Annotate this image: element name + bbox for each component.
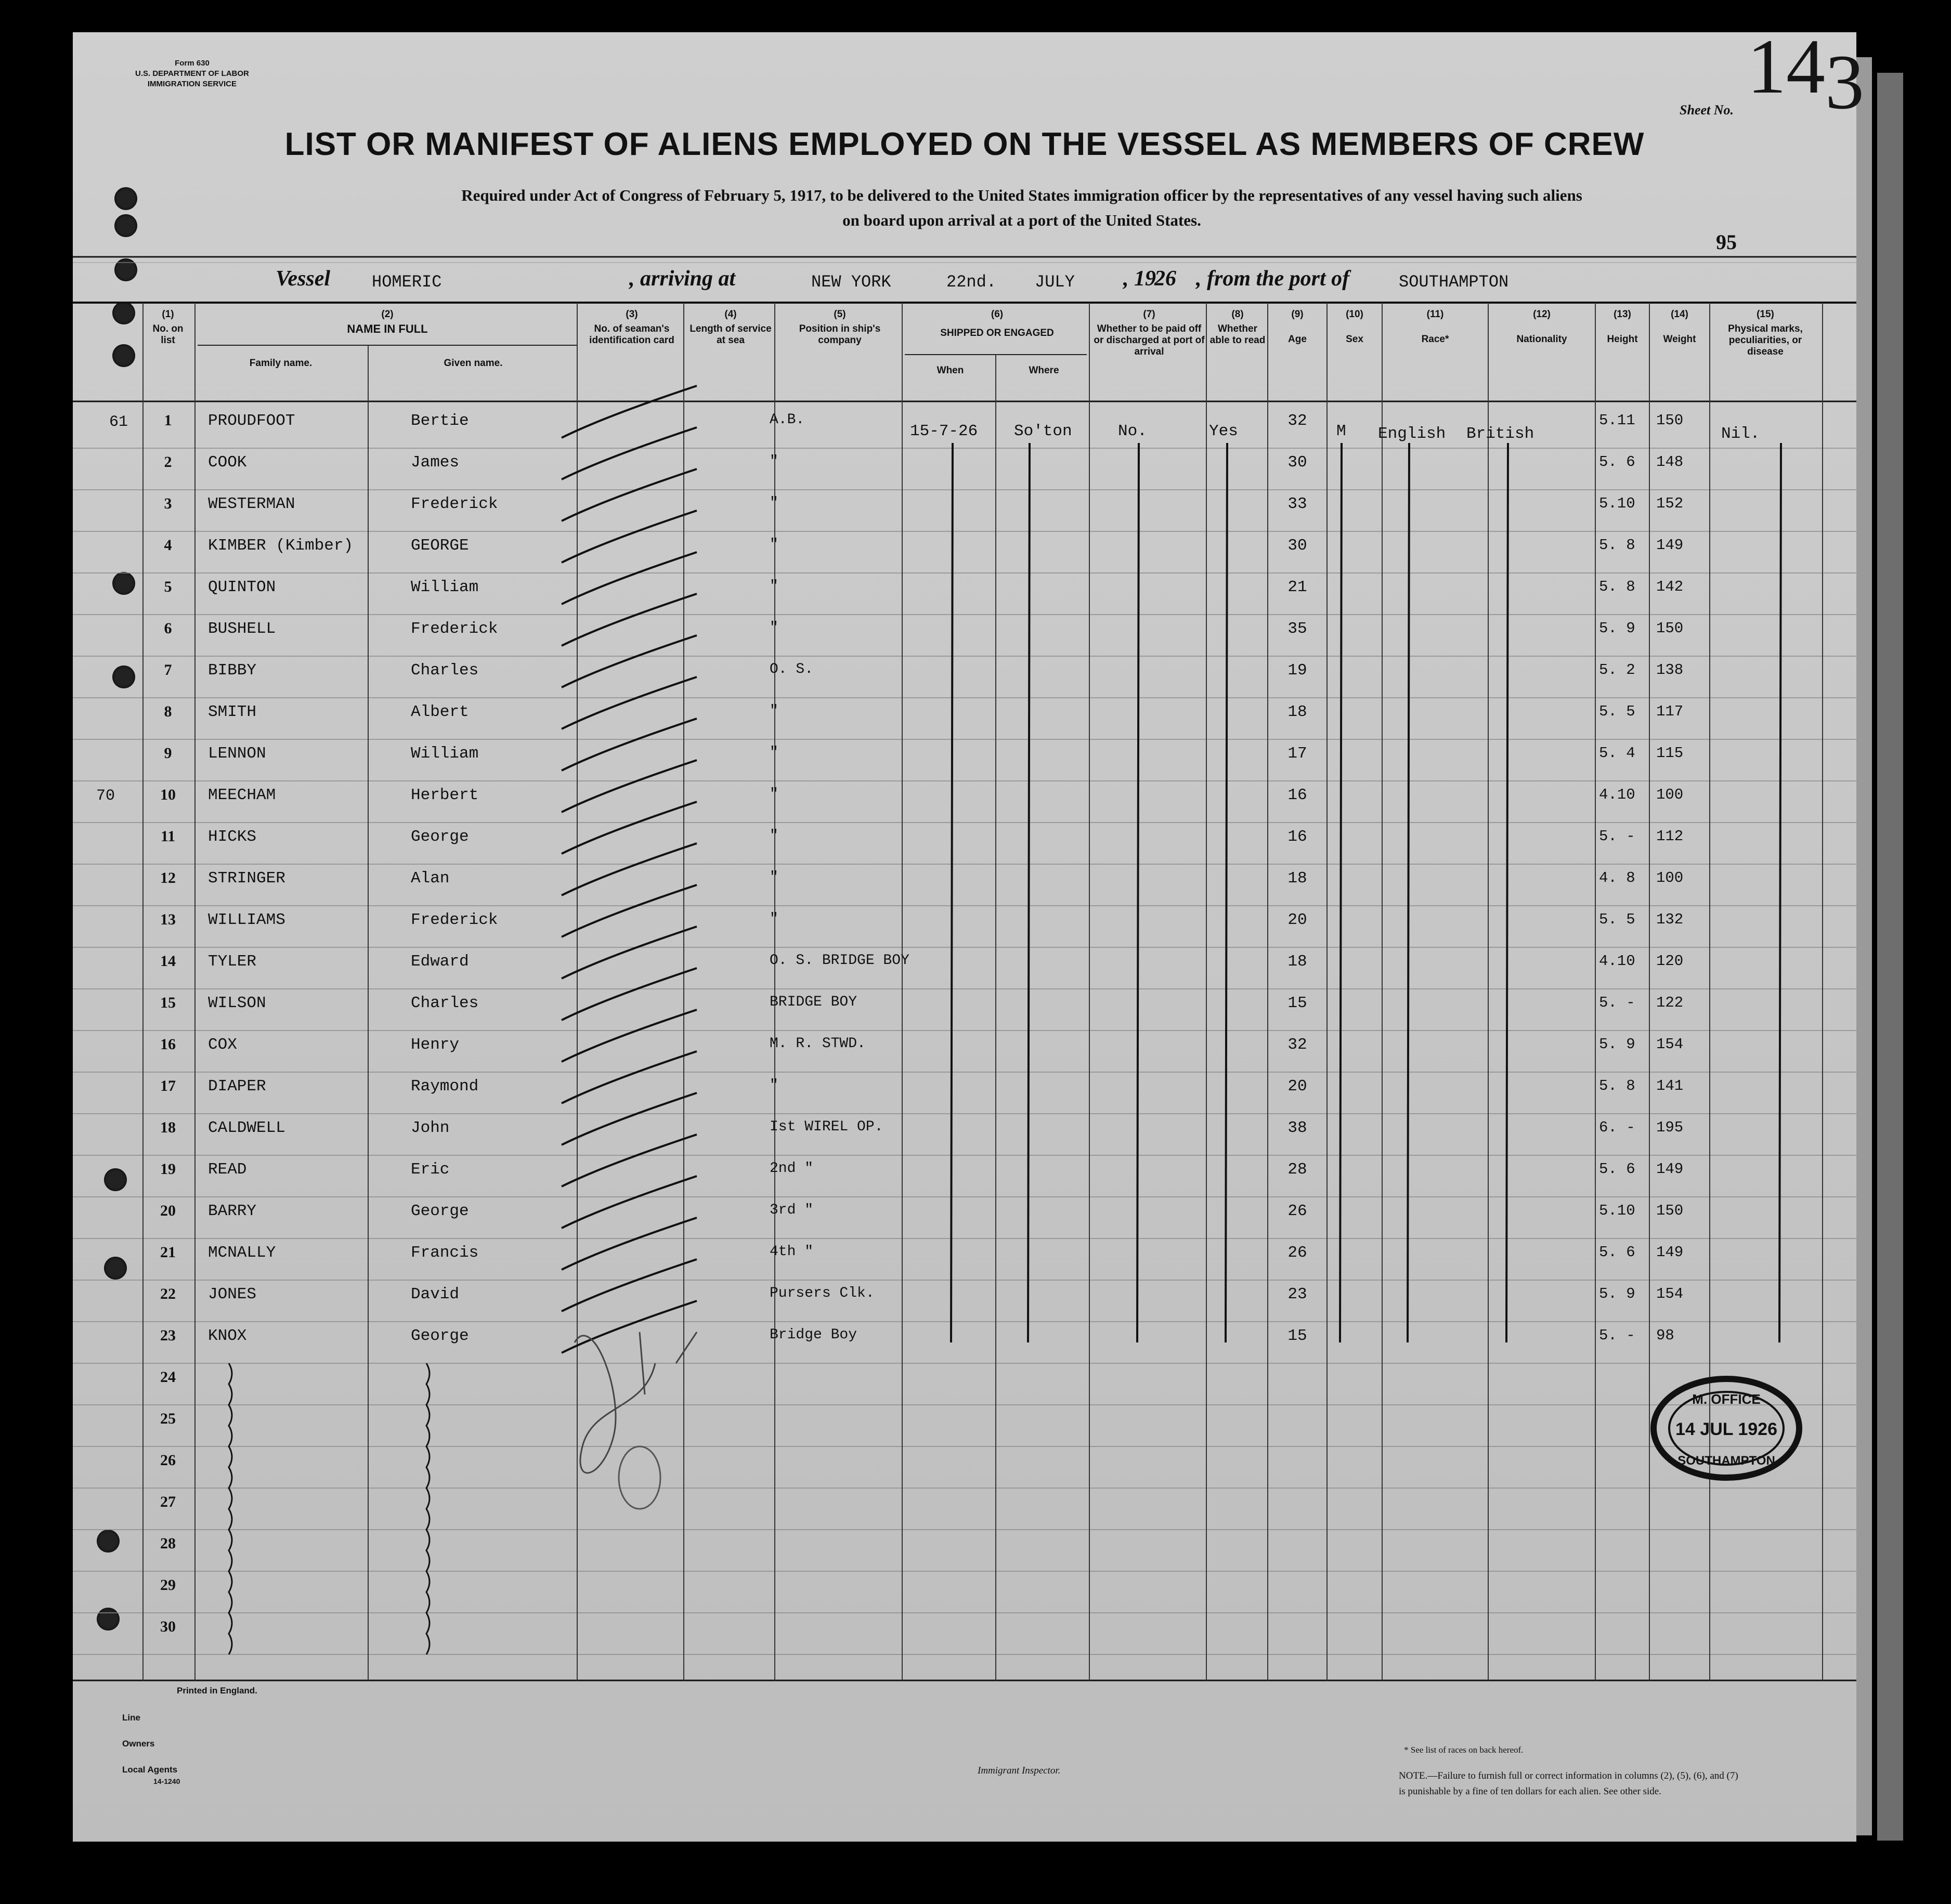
height: 5. 2 <box>1599 661 1635 679</box>
weight: 142 <box>1656 578 1684 595</box>
col6-number: (6) <box>991 309 1004 320</box>
race: English <box>1378 425 1446 443</box>
weight: 141 <box>1656 1077 1684 1094</box>
weight: 138 <box>1656 661 1684 679</box>
age: 15 <box>1287 1327 1307 1345</box>
vessel-name: HOMERIC <box>372 272 442 292</box>
col14-header: Weight <box>1663 334 1696 345</box>
id-card-slash <box>562 1259 697 1311</box>
row-number: 27 <box>160 1493 176 1510</box>
row-number: 4 <box>164 537 172 554</box>
local-agents-label: Local Agents <box>122 1765 178 1775</box>
form-number: Form 630 <box>175 59 210 68</box>
underlying-page-edge-dark <box>1877 73 1903 1841</box>
family-name: CALDWELL <box>208 1119 285 1137</box>
subtitle-line-1: Required under Act of Congress of February 5, 1917, to be delivered to the United States immigration officer by the representatives of any vessel having such aliens <box>461 186 1582 204</box>
given-name: Charles <box>411 661 479 680</box>
ditto-stroke <box>1506 443 1508 1342</box>
nationality: British <box>1466 425 1534 443</box>
ship-position: " <box>770 911 778 927</box>
printed-in-england: Printed in England. <box>177 1686 257 1696</box>
row-number: 3 <box>164 495 172 512</box>
id-card-slash-marks <box>562 386 697 1353</box>
family-name: BIBBY <box>208 661 257 680</box>
given-name: George <box>411 828 469 846</box>
id-card-slash <box>562 635 697 687</box>
height: 4.10 <box>1599 953 1635 970</box>
year-suffix: 26 <box>1154 267 1176 291</box>
departure-port: SOUTHAMPTON <box>1399 272 1509 292</box>
col13-number: (13) <box>1614 309 1631 320</box>
id-card-slash <box>562 594 697 646</box>
col9-header: Age <box>1288 334 1307 345</box>
inspector-signature <box>575 1332 697 1473</box>
col3-number: (3) <box>626 309 638 320</box>
ditto-stroke <box>1340 443 1342 1342</box>
blank-row-squiggle <box>426 1363 430 1654</box>
inspector-initial-circle <box>619 1446 660 1509</box>
family-name: DIAPER <box>208 1077 266 1096</box>
age: 18 <box>1287 953 1307 971</box>
height: 5. 9 <box>1599 1285 1635 1302</box>
height: 5. 9 <box>1599 620 1635 637</box>
ship-position: " <box>770 703 778 719</box>
height: 4.10 <box>1599 786 1635 803</box>
ship-position: 2nd " <box>770 1160 814 1177</box>
row-number: 23 <box>160 1327 176 1344</box>
row-number: 13 <box>160 911 176 928</box>
weight: 120 <box>1656 953 1684 970</box>
arrival-port: NEW YORK <box>811 272 891 292</box>
given-name: Edward <box>411 953 469 971</box>
family-name: WESTERMAN <box>208 495 295 513</box>
family-name: MCNALLY <box>208 1244 276 1262</box>
races-footnote: * See list of races on back hereof. <box>1404 1745 1524 1755</box>
given-name: Herbert <box>411 786 479 804</box>
family-name: SMITH <box>208 703 257 721</box>
column-rules <box>143 303 1823 1680</box>
weight: 98 <box>1656 1327 1674 1344</box>
weight: 100 <box>1656 786 1684 803</box>
age: 20 <box>1287 911 1307 929</box>
age: 38 <box>1287 1119 1307 1137</box>
id-card-slash <box>562 760 697 812</box>
id-card-slash <box>562 677 697 729</box>
id-card-slash <box>562 1134 697 1186</box>
id-card-slash <box>562 1218 697 1270</box>
given-name: Bertie <box>411 412 469 430</box>
family-name: BARRY <box>208 1202 257 1220</box>
line-label: Line <box>122 1713 140 1723</box>
id-card-slash <box>562 927 697 979</box>
ditto-stroke <box>1779 443 1781 1342</box>
ship-position: O. S. BRIDGE BOY <box>770 953 909 969</box>
sheet-number-handwritten-2: 3 <box>1825 39 1864 125</box>
row-number: 17 <box>160 1077 176 1094</box>
col2b-header: Given name. <box>444 358 503 369</box>
ship-position: " <box>770 453 778 470</box>
row-number: 5 <box>164 578 172 595</box>
row-number: 14 <box>160 953 176 970</box>
ditto-stroke <box>1408 443 1409 1342</box>
given-name: Frederick <box>411 495 498 513</box>
id-card-slash <box>562 1051 697 1103</box>
col15-header: Physical marks, peculiarities, or disease <box>1728 323 1803 357</box>
row-number: 29 <box>160 1576 176 1594</box>
family-name: MEECHAM <box>208 786 276 804</box>
given-name: William <box>411 578 479 596</box>
ruled-grid <box>73 32 1856 1842</box>
height: 5. 4 <box>1599 745 1635 762</box>
col4-number: (4) <box>724 309 737 320</box>
subtitle-line-2: on board upon arrival at a port of the United States. <box>842 211 1201 229</box>
able-to-read: Yes <box>1209 422 1238 440</box>
col12-header: Nationality <box>1516 334 1567 345</box>
height: 5. 9 <box>1599 1036 1635 1053</box>
ship-position: BRIDGE BOY <box>770 994 857 1010</box>
ship-position: " <box>770 495 778 511</box>
height: 5.10 <box>1599 1202 1635 1219</box>
weight: 152 <box>1656 495 1684 512</box>
age: 18 <box>1287 869 1307 888</box>
row-number: 25 <box>160 1410 176 1427</box>
family-name: KIMBER (Kimber) <box>208 537 354 555</box>
family-name: READ <box>208 1160 247 1179</box>
family-name: QUINTON <box>208 578 276 596</box>
arriving-label: , arriving at <box>629 267 736 291</box>
col10-header: Sex <box>1346 334 1363 345</box>
row-number: 11 <box>160 828 176 845</box>
age: 32 <box>1287 1036 1307 1054</box>
shipped-when: 15-7-26 <box>910 422 978 440</box>
col1-number: (1) <box>162 309 174 320</box>
physical-marks: Nil. <box>1721 425 1760 443</box>
weight: 150 <box>1656 1202 1684 1219</box>
col2a-header: Family name. <box>249 358 313 369</box>
ship-position: " <box>770 828 778 844</box>
row-number: 9 <box>164 745 172 762</box>
col8-header: Whether able to read <box>1209 323 1266 346</box>
stamp-top-text: M. OFFICE <box>1692 1391 1761 1407</box>
arrival-month: JULY <box>1035 272 1075 292</box>
row-number: 24 <box>160 1368 176 1386</box>
weight: 132 <box>1656 911 1684 928</box>
given-name: Henry <box>411 1036 460 1054</box>
height: 5. - <box>1599 1327 1635 1344</box>
row-number: 18 <box>160 1119 176 1136</box>
weight: 117 <box>1656 703 1684 720</box>
height: 5. 8 <box>1599 537 1635 554</box>
row-number: 8 <box>164 703 172 720</box>
family-name: WILLIAMS <box>208 911 285 929</box>
height: 4. 8 <box>1599 869 1635 886</box>
owners-label: Owners <box>122 1739 155 1749</box>
manifest-sheet <box>73 23 1864 1842</box>
form-service: IMMIGRATION SERVICE <box>147 80 237 88</box>
family-name: BUSHELL <box>208 620 276 638</box>
col15-number: (15) <box>1757 309 1774 320</box>
age: 17 <box>1287 745 1307 763</box>
col5-number: (5) <box>834 309 846 320</box>
ship-position: O. S. <box>770 661 814 677</box>
weight: 115 <box>1656 745 1684 762</box>
given-name: George <box>411 1327 469 1345</box>
col11-header: Race* <box>1421 334 1449 345</box>
id-card-slash <box>562 843 697 895</box>
id-card-slash <box>562 1176 697 1228</box>
ship-position: " <box>770 1077 778 1093</box>
weight: 149 <box>1656 1244 1684 1261</box>
vessel-label: Vessel <box>276 267 330 291</box>
stamp-date: 14 JUL 1926 <box>1675 1419 1777 1439</box>
penalty-note-line-1: NOTE.—Failure to furnish full or correct information in columns (2), (5), (6), and (7) <box>1399 1770 1738 1781</box>
col11-number: (11) <box>1426 309 1444 320</box>
given-name: Eric <box>411 1160 450 1179</box>
ship-position: " <box>770 745 778 761</box>
height: 5. 5 <box>1599 703 1635 720</box>
age: 26 <box>1287 1202 1307 1220</box>
col10-number: (10) <box>1346 309 1363 320</box>
given-name: Francis <box>411 1244 479 1262</box>
family-name: COX <box>208 1036 237 1054</box>
weight: 148 <box>1656 453 1684 471</box>
given-name: James <box>411 453 460 472</box>
row-rules <box>73 448 1856 1654</box>
year-prefix: , 19 <box>1123 267 1156 291</box>
ship-position: 3rd " <box>770 1202 814 1218</box>
id-card-slash <box>562 469 697 521</box>
row-number: 21 <box>160 1244 176 1261</box>
ship-position: Ist WIREL OP. <box>770 1119 883 1135</box>
shipped-where: So'ton <box>1014 422 1072 440</box>
immigrant-inspector-label: Immigrant Inspector. <box>978 1765 1061 1776</box>
margin-count-70: 70 <box>96 787 115 805</box>
sex: M <box>1336 422 1346 440</box>
row-number: 28 <box>160 1535 176 1552</box>
given-name: David <box>411 1285 460 1303</box>
given-name: Raymond <box>411 1077 479 1096</box>
family-name: TYLER <box>208 953 257 971</box>
from-port-label: , from the port of <box>1196 267 1350 291</box>
page-number: 95 <box>1716 230 1737 254</box>
col9-number: (9) <box>1291 309 1304 320</box>
id-card-slash <box>562 552 697 604</box>
col3-header: No. of seaman's identification card <box>589 323 674 346</box>
family-name: LENNON <box>208 745 266 763</box>
ship-position: " <box>770 537 778 553</box>
id-card-slash <box>562 511 697 563</box>
family-name: PROUDFOOT <box>208 412 295 430</box>
row-number: 6 <box>164 620 172 637</box>
ship-position: " <box>770 578 778 594</box>
age: 21 <box>1287 578 1307 596</box>
age: 35 <box>1287 620 1307 638</box>
row-number: 26 <box>160 1452 176 1469</box>
id-card-slash <box>562 386 697 438</box>
id-card-slash <box>562 885 697 937</box>
id-card-slash <box>562 1301 697 1353</box>
height: 5.11 <box>1599 412 1635 429</box>
col2-header: NAME IN FULL <box>347 322 428 335</box>
family-name: WILSON <box>208 994 266 1012</box>
age: 26 <box>1287 1244 1307 1262</box>
blank-row-squiggle <box>229 1363 232 1654</box>
given-name: Alan <box>411 869 450 888</box>
age: 30 <box>1287 453 1307 472</box>
paid-off: No. <box>1118 422 1147 440</box>
row-number: 2 <box>164 453 172 471</box>
row-number: 12 <box>160 869 176 886</box>
height: 5. 6 <box>1599 1244 1635 1261</box>
age: 19 <box>1287 661 1307 680</box>
arrival-day: 22nd. <box>946 272 997 292</box>
given-name: Frederick <box>411 911 498 929</box>
id-card-slash <box>562 1093 697 1145</box>
height: 5. 5 <box>1599 911 1635 928</box>
age: 30 <box>1287 537 1307 555</box>
age: 16 <box>1287 786 1307 804</box>
col2-number: (2) <box>381 309 394 320</box>
height: 5. - <box>1599 828 1635 845</box>
ship-position: 4th " <box>770 1244 814 1260</box>
col12-number: (12) <box>1533 309 1551 320</box>
form-department: U.S. DEPARTMENT OF LABOR <box>135 69 249 78</box>
row-number: 16 <box>160 1036 176 1053</box>
weight: 149 <box>1656 537 1684 554</box>
given-name: Frederick <box>411 620 498 638</box>
col14-number: (14) <box>1671 309 1688 320</box>
given-name: GEORGE <box>411 537 469 555</box>
row-number: 7 <box>164 661 172 679</box>
weight: 122 <box>1656 994 1684 1011</box>
penalty-note-line-2: is punishable by a fine of ten dollars for each alien. See other side. <box>1399 1786 1661 1797</box>
age: 20 <box>1287 1077 1307 1096</box>
ship-position: " <box>770 786 778 802</box>
sheet-number-handwritten: 14 <box>1747 23 1825 110</box>
weight: 195 <box>1656 1119 1684 1136</box>
row-number: 22 <box>160 1285 176 1302</box>
height: 5. - <box>1599 994 1635 1011</box>
ditto-stroke <box>1137 443 1139 1342</box>
family-name: KNOX <box>208 1327 247 1345</box>
id-card-slash <box>562 1010 697 1062</box>
age: 18 <box>1287 703 1307 721</box>
col13-header: Height <box>1607 334 1638 345</box>
row-number: 20 <box>160 1202 176 1219</box>
given-name: William <box>411 745 479 763</box>
row-number: 10 <box>160 786 176 803</box>
margin-count-61: 61 <box>109 413 128 431</box>
col6a-header: When <box>937 365 964 376</box>
height: 5. 6 <box>1599 453 1635 471</box>
age: 32 <box>1287 412 1307 430</box>
ship-position: Bridge Boy <box>770 1327 857 1343</box>
ship-position: M. R. STWD. <box>770 1036 866 1052</box>
col7-header: Whether to be paid off or discharged at port of arrival <box>1094 323 1205 357</box>
row-number: 19 <box>160 1160 176 1178</box>
weight: 149 <box>1656 1160 1684 1178</box>
height: 5. 8 <box>1599 1077 1635 1094</box>
age: 15 <box>1287 994 1307 1012</box>
family-name: COOK <box>208 453 247 472</box>
ship-position: A.B. <box>770 412 805 428</box>
age: 33 <box>1287 495 1307 513</box>
page-title: LIST OR MANIFEST OF ALIENS EMPLOYED ON THE VESSEL AS MEMBERS OF CREW <box>284 126 1645 162</box>
col7-number: (7) <box>1143 309 1155 320</box>
col1-header: No. on list <box>152 323 184 346</box>
blank-row-squiggles <box>229 1363 430 1654</box>
height: 5. 6 <box>1599 1160 1635 1178</box>
height: 6. - <box>1599 1119 1635 1136</box>
col6-header: SHIPPED OR ENGAGED <box>940 328 1054 338</box>
weight: 150 <box>1656 620 1684 637</box>
stamp-bottom-text: SOUTHAMPTON <box>1677 1454 1775 1468</box>
ditto-stroke <box>1028 443 1030 1342</box>
given-name: John <box>411 1119 450 1137</box>
ship-position: Pursers Clk. <box>770 1285 875 1301</box>
weight: 112 <box>1656 828 1684 845</box>
id-card-slash <box>562 427 697 479</box>
ditto-stroke <box>951 443 953 1342</box>
family-name: HICKS <box>208 828 257 846</box>
height: 5. 8 <box>1599 578 1635 595</box>
weight: 154 <box>1656 1285 1684 1302</box>
id-card-slash <box>562 802 697 854</box>
weight: 100 <box>1656 869 1684 886</box>
ditto-stroke <box>1226 443 1227 1342</box>
form-code: 14-1240 <box>153 1777 180 1785</box>
id-card-slash <box>562 719 697 771</box>
weight: 154 <box>1656 1036 1684 1053</box>
row-number: 1 <box>164 412 172 429</box>
weight: 150 <box>1656 412 1684 429</box>
height: 5.10 <box>1599 495 1635 512</box>
family-name: JONES <box>208 1285 257 1303</box>
age: 28 <box>1287 1160 1307 1179</box>
sheet-label: Sheet No. <box>1680 102 1734 118</box>
id-card-slash <box>562 968 697 1020</box>
given-name: George <box>411 1202 469 1220</box>
col5-header: Position in ship's company <box>799 323 881 346</box>
age: 16 <box>1287 828 1307 846</box>
given-name: Charles <box>411 994 479 1012</box>
southampton-office-stamp <box>1648 1374 1804 1483</box>
family-name: STRINGER <box>208 869 285 888</box>
given-name: Albert <box>411 703 469 721</box>
col4-header: Length of service at sea <box>690 323 772 346</box>
ship-position: " <box>770 620 778 636</box>
col8-number: (8) <box>1231 309 1244 320</box>
row-number: 15 <box>160 994 176 1011</box>
age: 23 <box>1287 1285 1307 1303</box>
ship-position: " <box>770 869 778 885</box>
col6b-header: Where <box>1029 365 1059 376</box>
row-number: 30 <box>160 1618 176 1635</box>
